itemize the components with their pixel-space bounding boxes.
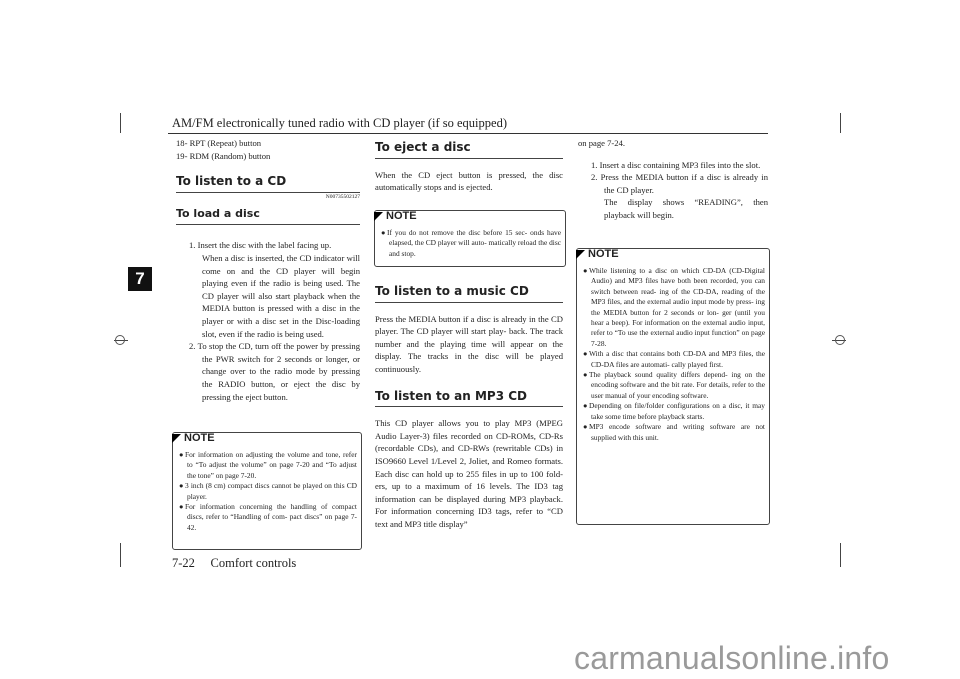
crop-mark — [840, 113, 841, 133]
note-item: ● If you do not remove the disc before 15 sec- onds have elapsed, the CD player will auto- matically reload the disc and stop. — [381, 228, 561, 258]
note-item: ● While listening to a disc on which CD-DA (CD-Digital Audio) and MP3 files have both been recorded, you can switch between read- ing of the CD-DA, reading of the MP3 files, and the external audio input mode by press- ing the MEDIA button for 2 seconds or lon- ger (until you hear a beep). For information on the external audio input, refer to “To use the external audio input function” on page 7-28. — [583, 266, 765, 348]
note-item: ● For information concerning the handling of compact discs, refer to “Handling of com- pact discs” on page 7-42. — [179, 502, 357, 532]
note-box — [374, 210, 566, 267]
registration-circle — [115, 335, 125, 345]
watermark: carmanualsonline.info — [574, 640, 890, 676]
column-2 — [375, 141, 563, 194]
section-name: Comfort controls — [210, 556, 297, 570]
note-item: ● The playback sound quality differs depend- ing on the encoding software and the bit rate. For details, refer to the user manual of your encoding software. — [583, 370, 765, 400]
page-header-title: AM/FM electronically tuned radio with CD player (if so equipped) — [172, 116, 507, 130]
list-item: 19- RDM (Random) button — [176, 150, 271, 161]
chapter-tab: 7 — [128, 267, 152, 291]
note-box — [172, 432, 362, 550]
section-heading — [375, 285, 563, 303]
note-item: ● For information on adjusting the volume and tone, refer to “To adjust the volume” on page 7-20 and “To adjust the tone” on page 7-20. — [179, 450, 357, 480]
section-heading — [176, 175, 360, 193]
column-3 — [578, 137, 768, 222]
note-label: NOTE — [172, 432, 225, 444]
crop-mark — [120, 113, 121, 133]
heading-mp3-cd: To listen to an MP3 CD — [375, 388, 527, 403]
heading-load-disc: To load a disc — [176, 206, 260, 220]
eject-text: When the CD eject button is pressed, the disc automatically stops and is ejected. — [375, 169, 563, 193]
step-1: 1. Insert the disc with the label facing up. — [189, 240, 332, 251]
header-rule — [168, 133, 768, 134]
page-number: 7-22 — [172, 556, 195, 570]
continuation-text: on page 7-24. — [578, 138, 626, 148]
step-1-detail: When a disc is inserted, the CD indicator will come on and the CD player will begin playing even if the radio is being used. The CD player will also start playback when the MEDIA button is pressed with a disc in the player or with a disc set in the Disc-loading slot, even if the radio is being used. — [202, 252, 360, 339]
note-box — [576, 248, 770, 525]
heading-listen-cd: To listen to a CD — [176, 174, 287, 189]
section-heading — [375, 141, 563, 159]
heading-eject: To eject a disc — [375, 140, 471, 154]
column-2-lower — [375, 285, 563, 531]
crop-mark — [120, 543, 121, 567]
column-1 — [176, 137, 360, 403]
crop-mark — [840, 543, 841, 567]
section-heading — [176, 208, 360, 226]
step-2: 2. To stop the CD, turn off the power by pressing the PWR switch for 2 seconds or longer, or change over to the radio mode by pressing the RADIO button, or eject the disc by pressing the eject button. — [189, 341, 360, 402]
mp3-text: This CD player allows you to play MP3 (MPEG Audio Layer-3) files recorded on CD-ROMs, CD-Rs (recordable CDs), and CD-RWs (rewritable CDs) in ISO9660 Level 1/Level 2, Joliet, and Romeo formats. Each disc can hold up to 255 files in up to 100 fold- ers, up to a maximum of 16 levels. The ID3 tag information can be displayed during MP3 playback. For information concerning ID3 tags, refer to “CD text and MP3 title display” — [375, 418, 563, 529]
note-item: ● With a disc that contains both CD-DA and MP3 files, the CD-DA files are automati- cally played first. — [583, 349, 765, 369]
list-item: 18- RPT (Repeat) button — [176, 138, 262, 148]
note-label: NOTE — [374, 210, 427, 222]
music-text: Press the MEDIA button if a disc is already in the CD player. The CD player will start play- back. The track number and the playing time will appear on the display. The tracks in the disc will be played continuously. — [375, 313, 563, 374]
step-2-detail: The display shows “READING”, then playback will begin. — [604, 197, 768, 220]
note-flag-icon — [576, 250, 585, 259]
note-item: ● MP3 encode software and writing software are not supplied with this unit. — [583, 422, 765, 442]
note-item: ● Depending on file/folder configurations on a disc, it may take some time before playback starts. — [583, 401, 765, 421]
note-item: ● 3 inch (8 cm) compact discs cannot be played on this CD player. — [179, 481, 357, 501]
note-flag-icon — [374, 212, 383, 221]
page-footer — [172, 556, 296, 571]
heading-music-cd: To listen to a music CD — [375, 284, 529, 298]
step-1: 1. Insert a disc containing MP3 files into the slot. — [591, 159, 761, 170]
registration-circle — [835, 335, 845, 345]
note-flag-icon — [172, 434, 181, 443]
section-heading — [375, 390, 563, 408]
note-label: NOTE — [576, 248, 629, 260]
step-2: 2. Press the MEDIA button if a disc is already in the CD player. — [591, 172, 768, 195]
doc-code: N00735502127 — [325, 193, 360, 200]
